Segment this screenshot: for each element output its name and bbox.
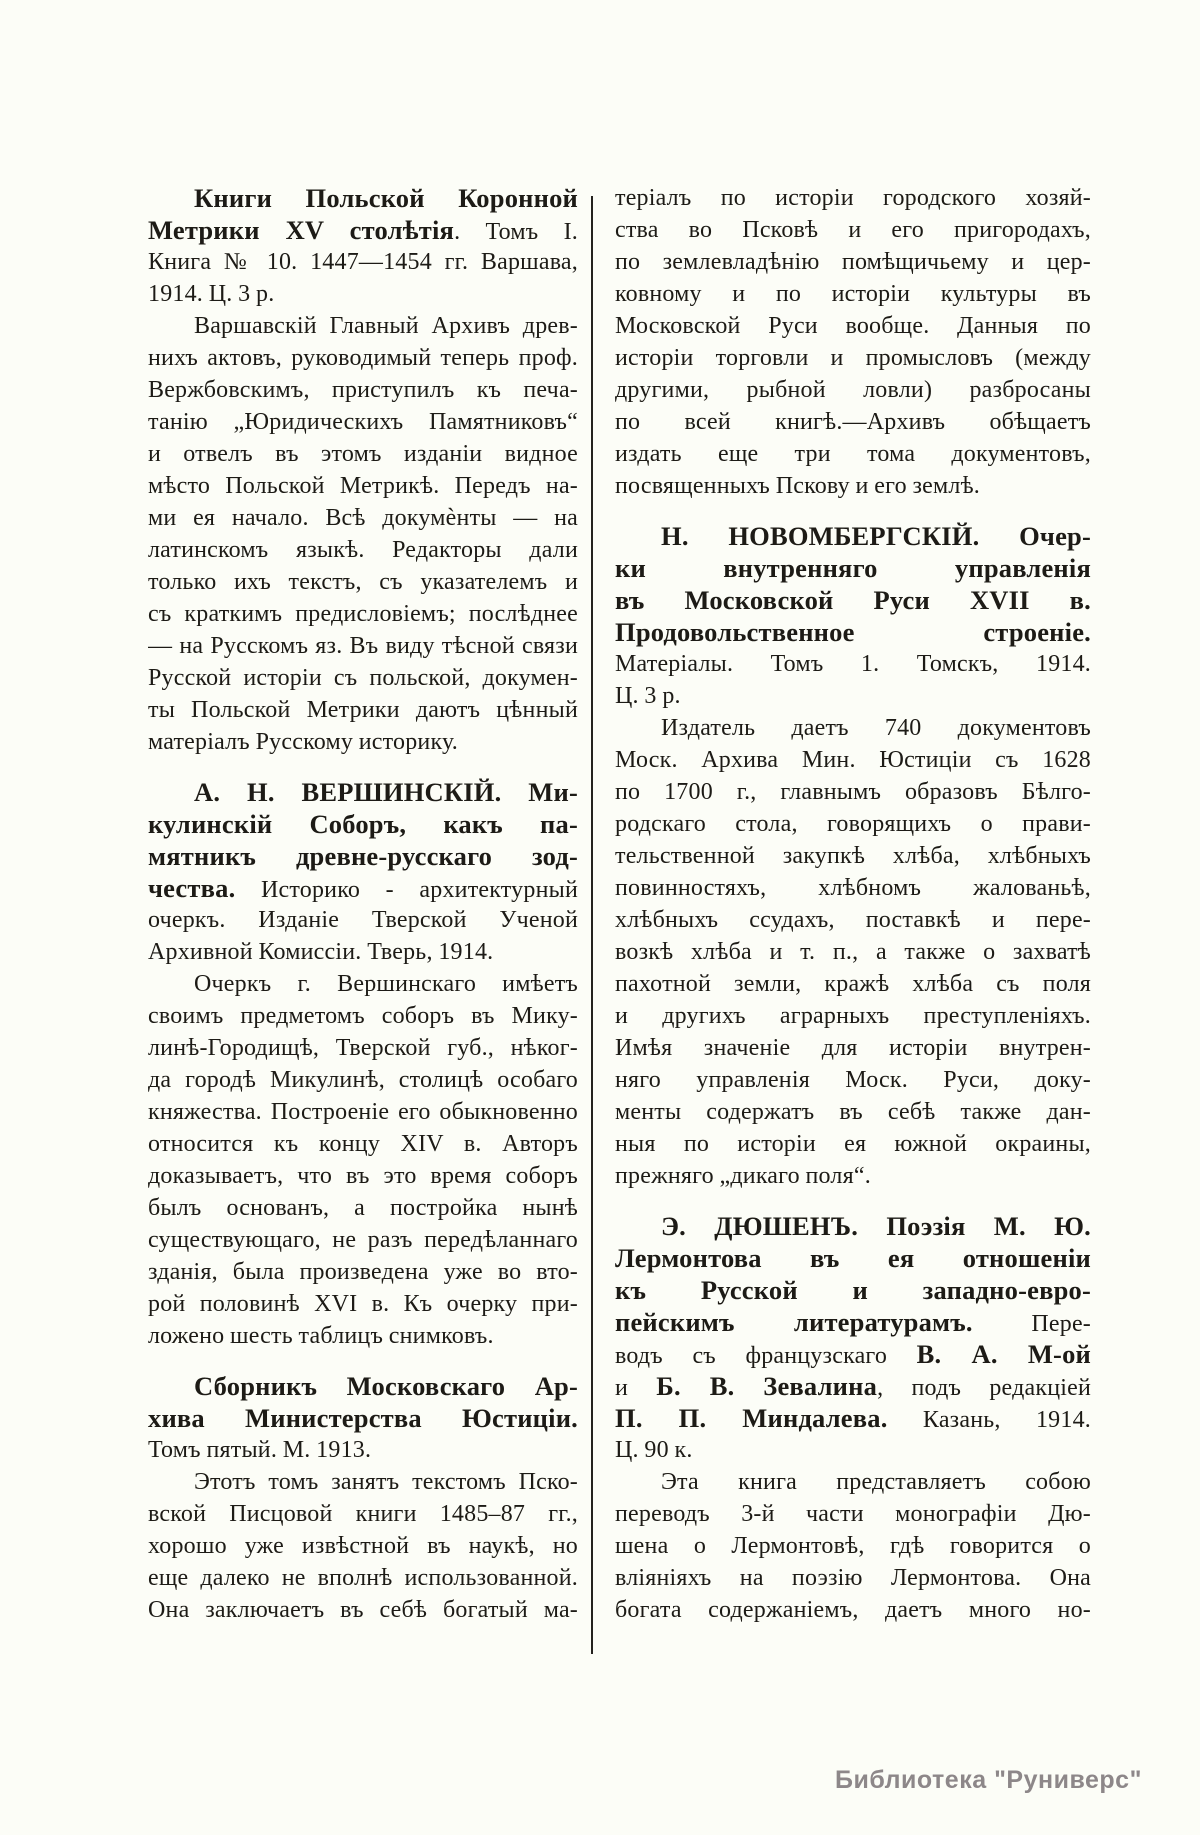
bold-text-run: къ Русской и западно-евро- <box>615 1275 1091 1305</box>
text-run: Моск. Архива Мин. Юстиціи съ 1628 <box>615 747 1091 773</box>
text-run: Архивной Комиссіи. Тверь, 1914. <box>148 939 494 965</box>
text-run: ты Польской Метрики даютъ цѣнный <box>148 697 578 723</box>
text-line <box>148 1000 578 1032</box>
text-line <box>615 968 1091 1000</box>
text-line <box>615 1466 1091 1498</box>
text-line <box>148 1370 578 1402</box>
bold-text-run: кулинскій Соборъ, какъ па- <box>148 809 578 839</box>
text-run: существующаго, не разъ передѣланнаго <box>148 1227 578 1253</box>
text-run: возкѣ хлѣба и т. п., а также о захватѣ <box>615 939 1091 965</box>
text-run: да городѣ Микулинѣ, столицѣ особаго <box>148 1067 578 1093</box>
text-line <box>615 1530 1091 1562</box>
text-run: Книга № 10. 1447—1454 гг. Варшава, <box>148 249 578 275</box>
text-line <box>148 1594 578 1626</box>
text-line <box>148 1402 578 1434</box>
text-run: только ихъ текстъ, съ указателемъ и <box>148 569 578 595</box>
text-run: Вержбовскимъ, приступилъ къ печа- <box>148 377 578 403</box>
text-run: линѣ-Городищѣ, Тверской губ., нѣког- <box>148 1035 578 1061</box>
text-run: издать еще три тома документовъ, <box>615 441 1091 467</box>
text-line <box>148 598 578 630</box>
text-run: и другихъ аграрныхъ преступленіяхъ. <box>615 1003 1091 1029</box>
text-run: Этотъ томъ занятъ текстомъ Пско- <box>194 1469 578 1495</box>
text-line <box>615 470 1091 502</box>
text-line <box>615 1434 1091 1466</box>
entry-heading <box>148 1370 578 1466</box>
text-line <box>615 182 1091 214</box>
bold-text-run: ки внутренняго управленія <box>615 553 1091 583</box>
text-line <box>148 1530 578 1562</box>
text-run: Эта книга представляетъ собою <box>661 1469 1091 1495</box>
text-run: матеріалъ Русскому историку. <box>148 729 458 755</box>
text-line <box>148 342 578 374</box>
text-line <box>148 278 578 310</box>
text-run: зданія, была произведена уже во вто- <box>148 1259 578 1285</box>
text-line <box>615 744 1091 776</box>
text-run: вской Писцовой книги 1485–87 гг., <box>148 1501 578 1527</box>
text-line <box>615 776 1091 808</box>
text-line <box>615 712 1091 744</box>
bold-text-run: А. Н. ВЕРШИНСКІЙ. Ми- <box>194 777 578 807</box>
text-run: Варшавскій Главный Архивъ древ- <box>194 313 578 339</box>
text-line <box>615 680 1091 712</box>
bold-text-run: Лермонтова въ ея отношеніи <box>615 1243 1091 1273</box>
text-run: . Томъ I. <box>454 219 578 245</box>
column-divider-rule <box>591 196 593 1654</box>
text-line <box>148 1096 578 1128</box>
text-run: Томъ пятый. М. 1913. <box>148 1437 372 1463</box>
text-run: другими, рыбной ловли) разбросаны <box>615 377 1091 403</box>
text-line <box>148 1224 578 1256</box>
text-line <box>615 1370 1091 1402</box>
text-run: Историко - архитектурный <box>235 877 578 903</box>
bold-text-run: Метрики XV столѣтія <box>148 215 455 245</box>
text-run: , подъ редакціей <box>877 1375 1091 1401</box>
text-run: нихъ актовъ, руководимый теперь проф. <box>148 345 578 371</box>
text-line <box>615 310 1091 342</box>
text-line <box>148 726 578 758</box>
text-run: Московской Руси вообще. Данныя по <box>615 313 1091 339</box>
text-line <box>148 374 578 406</box>
text-run: родскаго стола, говорящихъ о прави- <box>615 811 1091 837</box>
text-line <box>148 872 578 904</box>
text-line <box>148 808 578 840</box>
text-run: переводъ 3-й части монографіи Дю- <box>615 1501 1091 1527</box>
text-run: исторіи торговли и промысловъ (между <box>615 345 1091 371</box>
text-run: богата содержаніемъ, даетъ много но- <box>615 1597 1091 1623</box>
text-line <box>148 406 578 438</box>
text-run: очеркъ. Изданіе Тверской Ученой <box>148 907 578 933</box>
entry-paragraph <box>615 1466 1091 1626</box>
bold-text-run: Сборникъ Московскаго Ар- <box>194 1371 578 1401</box>
text-line <box>148 310 578 342</box>
text-run: Матеріалы. Томъ 1. Томскъ, 1914. <box>615 651 1091 677</box>
bold-text-run: Н. НОВОМБЕРГСКІЙ. Очер- <box>661 521 1091 551</box>
text-line <box>615 904 1091 936</box>
text-run: пахотной земли, кражѣ хлѣба съ поля <box>615 971 1091 997</box>
text-run: рой половинѣ XVI в. Къ очерку при- <box>148 1291 578 1317</box>
text-run: прежняго „дикаго поля“. <box>615 1163 871 1189</box>
text-line <box>148 1032 578 1064</box>
text-run: по всей книгѣ.—Архивъ обѣщаетъ <box>615 409 1091 435</box>
text-line <box>615 552 1091 584</box>
text-line <box>615 520 1091 552</box>
entry-heading <box>148 776 578 968</box>
bold-text-run: Э. ДЮШЕНЪ. Поэзія М. Ю. <box>661 1211 1091 1241</box>
text-run: вліяніяхъ на поэзію Лермонтова. Она <box>615 1565 1091 1591</box>
text-line <box>615 1594 1091 1626</box>
text-run: няго управленія Моск. Руси, доку- <box>615 1067 1091 1093</box>
text-line <box>148 1466 578 1498</box>
text-line <box>615 1338 1091 1370</box>
text-line <box>615 1000 1091 1032</box>
text-line <box>148 1128 578 1160</box>
text-run: по землевладѣнію помѣщичьему и цер- <box>615 249 1091 275</box>
text-line <box>615 1210 1091 1242</box>
bold-text-run: пейскимъ литературамъ. <box>615 1307 973 1337</box>
text-line <box>615 808 1091 840</box>
text-run: и <box>615 1375 657 1401</box>
text-line <box>615 406 1091 438</box>
text-run: ковному и по исторіи культуры въ <box>615 281 1091 307</box>
text-run: и отвелъ въ этомъ изданіи видное <box>148 441 578 467</box>
text-line <box>148 1064 578 1096</box>
text-run: Ц. 3 р. <box>615 683 681 709</box>
text-run: Очеркъ г. Вершинскаго имѣетъ <box>194 971 578 997</box>
text-run: еще далеко не вполнѣ использованной. <box>148 1565 578 1591</box>
text-line <box>148 662 578 694</box>
left-text-column <box>148 182 578 1626</box>
entry-paragraph <box>148 1466 578 1626</box>
text-line <box>148 1256 578 1288</box>
text-run: ми ея начало. Всѣ докумѐнты — на <box>148 505 578 531</box>
text-run: посвященныхъ Пскову и его землѣ. <box>615 473 980 499</box>
text-run: танію „Юридическихъ Памятниковъ“ <box>148 409 578 435</box>
text-run: хорошо уже извѣстной въ наукѣ, но <box>148 1533 578 1559</box>
text-run: былъ основанъ, а постройка нынѣ <box>148 1195 578 1221</box>
text-run: ства во Псковѣ и его пригородахъ, <box>615 217 1091 243</box>
text-run: мѣсто Польской Метрикѣ. Передъ на- <box>148 473 578 499</box>
text-run: ложено шесть таблицъ снимковъ. <box>148 1323 494 1349</box>
text-run: водъ съ французскаго <box>615 1343 917 1369</box>
text-line <box>148 694 578 726</box>
text-line <box>615 1160 1091 1192</box>
text-line <box>148 438 578 470</box>
text-line <box>148 566 578 598</box>
text-line <box>615 840 1091 872</box>
bold-text-run: Б. В. Зевалина <box>656 1371 878 1401</box>
bold-text-run: хива Министерства Юстиціи. <box>148 1403 578 1433</box>
text-line <box>148 968 578 1000</box>
text-line <box>615 648 1091 680</box>
text-line <box>615 1242 1091 1274</box>
text-line <box>148 534 578 566</box>
text-line <box>615 1498 1091 1530</box>
bold-text-run: Книги Польской Коронной <box>194 183 578 213</box>
text-line <box>615 936 1091 968</box>
bold-text-run: В. А. М-ой <box>916 1339 1091 1369</box>
text-line <box>148 1498 578 1530</box>
text-run: княжества. Построеніе его обыкновенно <box>148 1099 578 1125</box>
text-line <box>615 214 1091 246</box>
text-line <box>615 1064 1091 1096</box>
text-run: доказываетъ, что въ это время соборъ <box>148 1163 578 1189</box>
text-line <box>148 182 578 214</box>
bold-text-run: П. П. Миндалева. <box>615 1403 888 1433</box>
text-run: Издатель даетъ 740 документовъ <box>661 715 1091 741</box>
text-line <box>615 872 1091 904</box>
library-watermark: Библиотека "Руниверс" <box>835 1766 1142 1794</box>
text-run: 1914. Ц. 3 р. <box>148 281 275 307</box>
bold-text-run: чества. <box>148 873 236 903</box>
text-run: Русской исторіи съ польской, докумен- <box>148 665 578 691</box>
entry-heading <box>148 182 578 310</box>
text-run: Пере- <box>972 1311 1091 1337</box>
text-run: Ц. 90 к. <box>615 1437 693 1463</box>
text-run: теріалъ по исторіи городского хозяй- <box>615 185 1091 211</box>
text-line <box>615 438 1091 470</box>
text-line <box>148 246 578 278</box>
text-run: менты содержатъ въ себѣ также дан- <box>615 1099 1091 1125</box>
text-line <box>148 1160 578 1192</box>
entry-paragraph <box>148 968 578 1352</box>
text-line <box>148 1320 578 1352</box>
text-line <box>148 776 578 808</box>
text-run: хлѣбныхъ ссудахъ, поставкѣ и пере- <box>615 907 1091 933</box>
text-run: Казань, 1914. <box>887 1407 1091 1433</box>
text-line <box>615 1402 1091 1434</box>
text-run: Она заключаетъ въ себѣ богатый ма- <box>148 1597 578 1623</box>
bold-text-run: Продовольственное строеніе. <box>615 617 1091 647</box>
text-line <box>148 1562 578 1594</box>
text-line <box>148 904 578 936</box>
text-line <box>615 584 1091 616</box>
text-run: повинностяхъ, хлѣбномъ жалованьѣ, <box>615 875 1091 901</box>
text-line <box>615 374 1091 406</box>
text-line <box>615 1096 1091 1128</box>
text-run: ныя по исторіи ея южной окраины, <box>615 1131 1091 1157</box>
text-run: относится къ концу XIV в. Авторъ <box>148 1131 578 1157</box>
text-line <box>615 246 1091 278</box>
text-line <box>615 1306 1091 1338</box>
entry-paragraph <box>615 182 1091 502</box>
text-run: своимъ предметомъ соборъ въ Мику- <box>148 1003 578 1029</box>
text-line <box>148 502 578 534</box>
text-line <box>148 1288 578 1320</box>
text-line <box>148 470 578 502</box>
text-line <box>615 616 1091 648</box>
entry-heading <box>615 520 1091 712</box>
text-run: — на Русскомъ яз. Въ виду тѣсной связи <box>148 633 578 659</box>
text-run: Имѣя значеніе для исторіи внутрен- <box>615 1035 1091 1061</box>
text-run: латинскомъ языкѣ. Редакторы дали <box>148 537 578 563</box>
entry-heading <box>615 1210 1091 1466</box>
bold-text-run: въ Московской Руси XVII в. <box>615 585 1091 615</box>
text-line <box>148 1434 578 1466</box>
text-line <box>615 1128 1091 1160</box>
text-line <box>148 840 578 872</box>
bold-text-run: мятникъ древне-русскаго зод- <box>148 841 578 871</box>
text-line <box>615 1562 1091 1594</box>
text-line <box>615 278 1091 310</box>
text-line <box>148 214 578 246</box>
text-line <box>148 630 578 662</box>
text-line <box>615 342 1091 374</box>
entry-paragraph <box>615 712 1091 1192</box>
text-run: по 1700 г., главнымъ образовъ Бѣлго- <box>615 779 1091 805</box>
text-run: шена о Лермонтовѣ, гдѣ говорится о <box>615 1533 1091 1559</box>
text-run: съ краткимъ предисловіемъ; послѣднее <box>148 601 578 627</box>
text-line <box>148 936 578 968</box>
text-line <box>148 1192 578 1224</box>
text-line <box>615 1274 1091 1306</box>
text-run: тельственной закупкѣ хлѣба, хлѣбныхъ <box>615 843 1091 869</box>
text-line <box>615 1032 1091 1064</box>
entry-paragraph <box>148 310 578 758</box>
right-text-column <box>615 182 1091 1626</box>
